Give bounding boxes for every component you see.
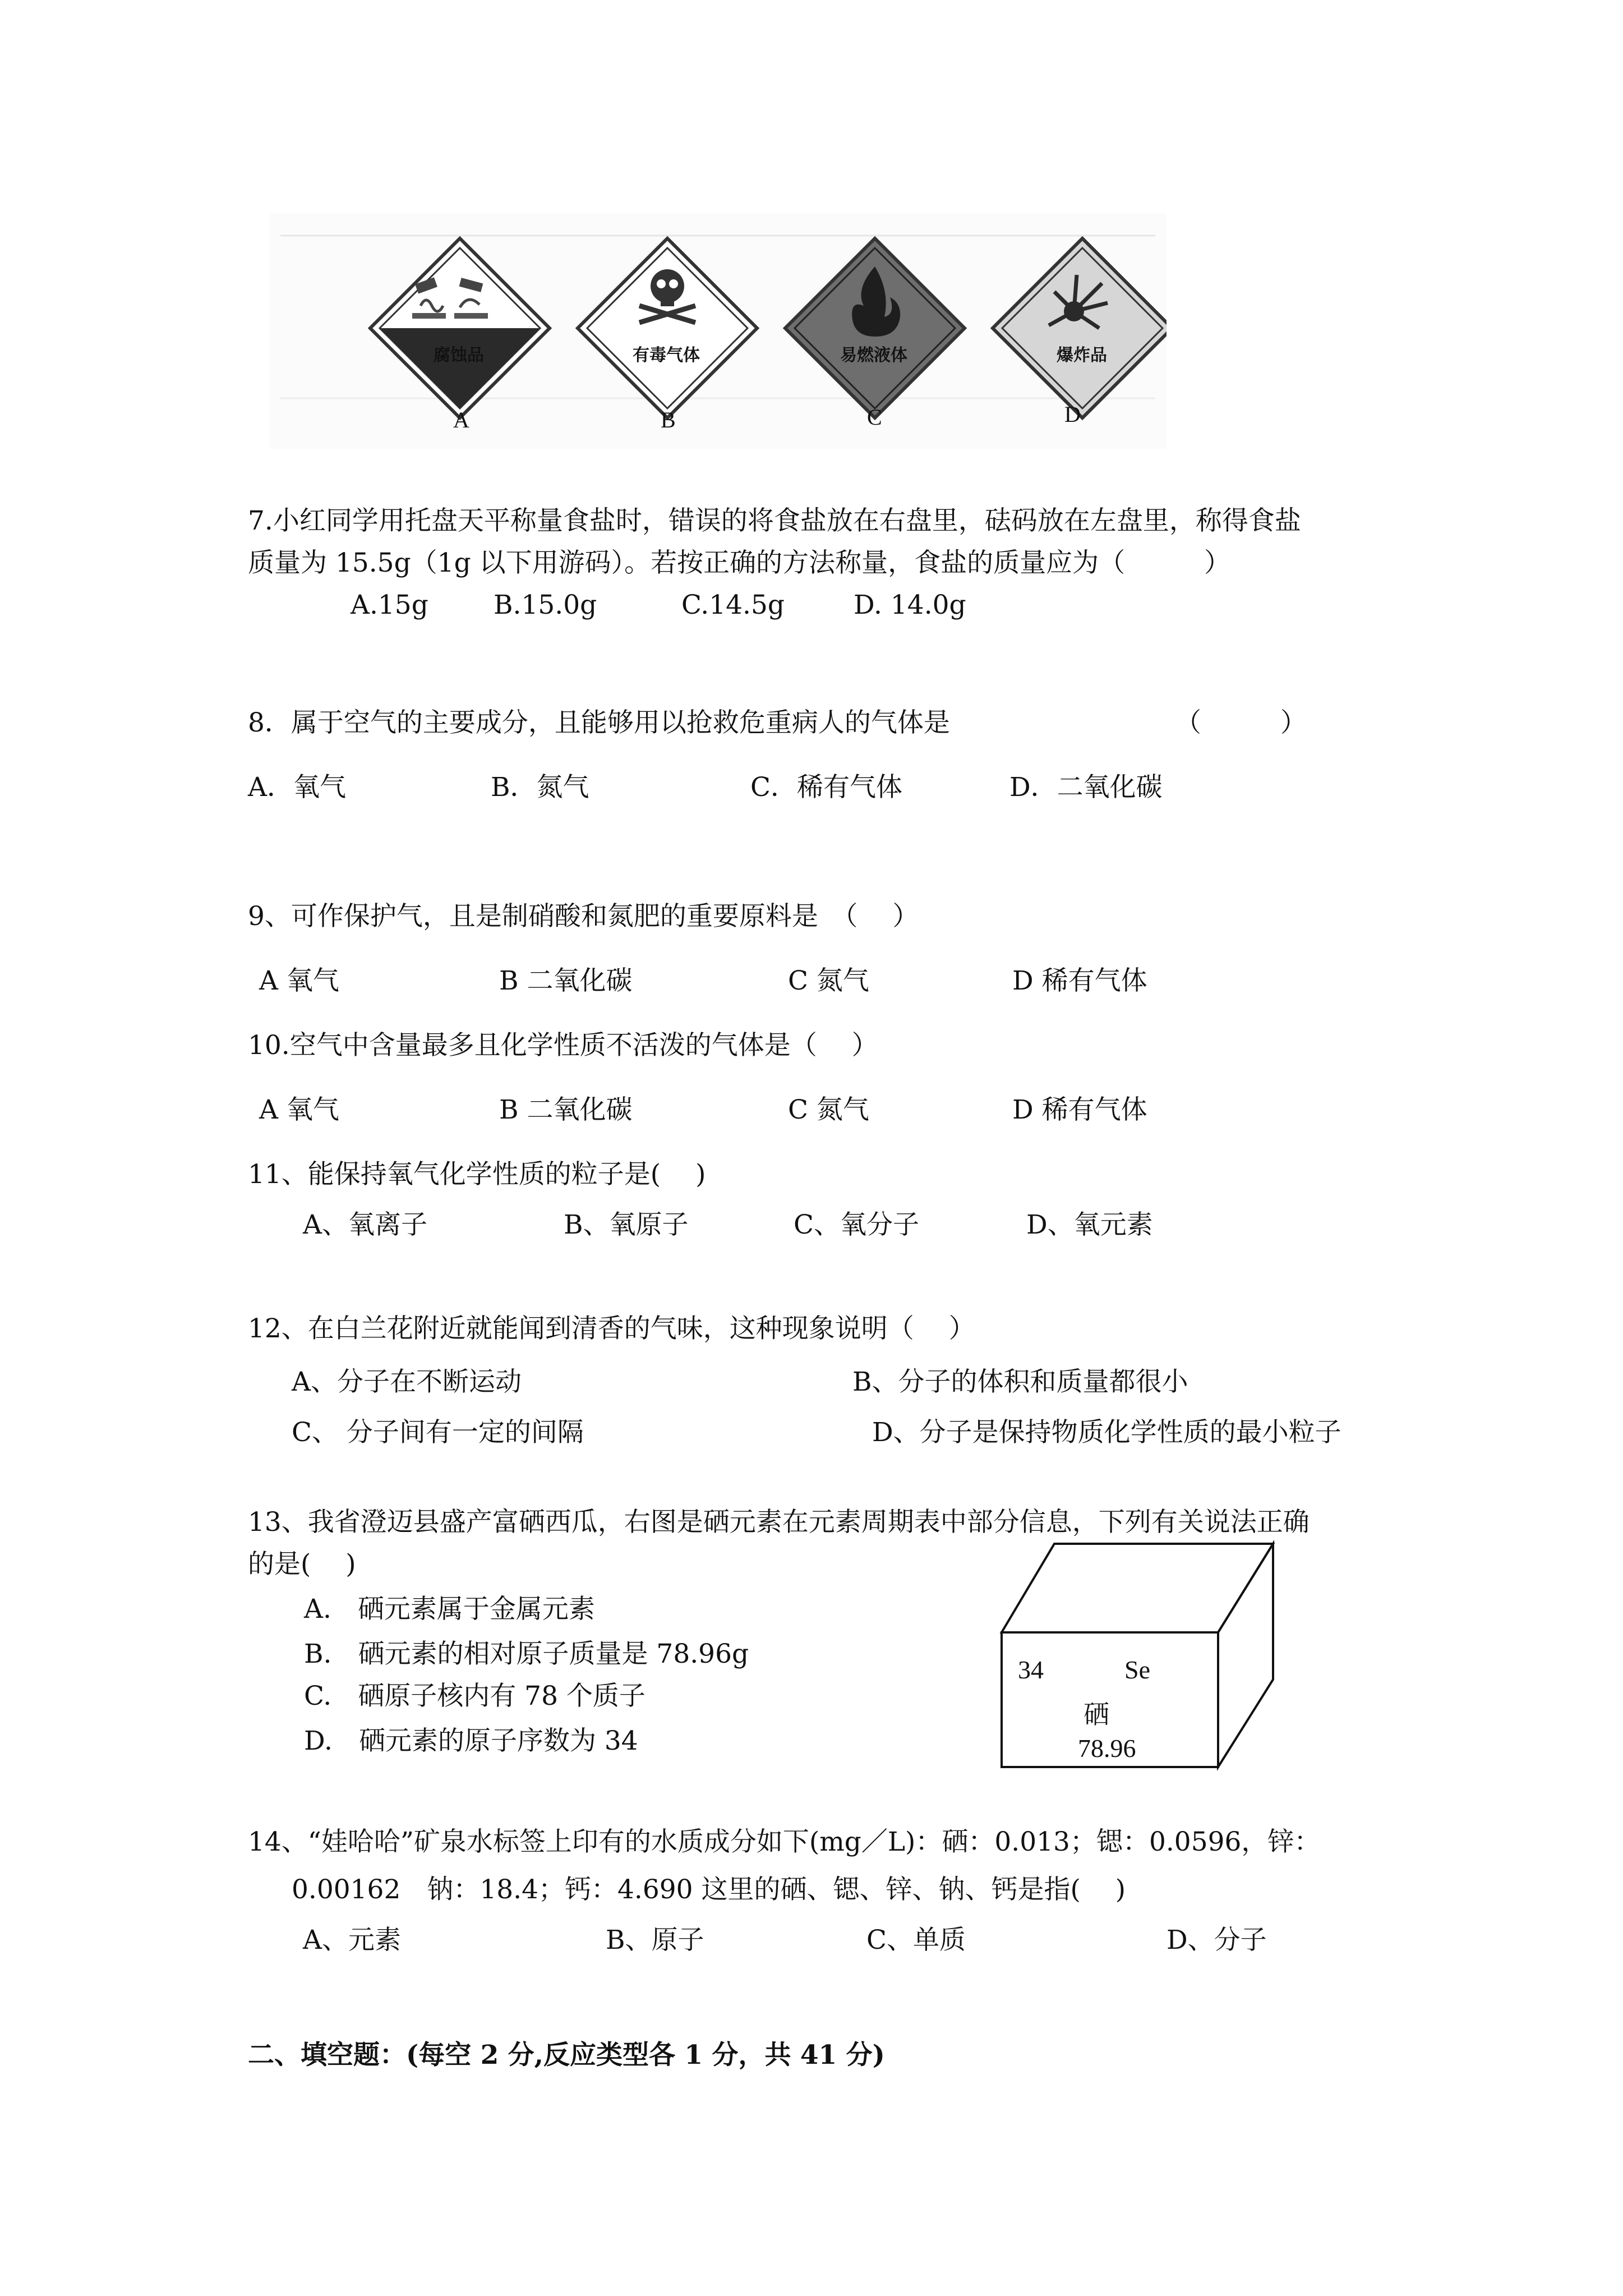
q11-stem: 11、能保持氧气化学性质的粒子是( ) <box>248 1159 706 1190</box>
q8-option-c: C．稀有气体 <box>750 772 902 803</box>
sign-b-letter: B <box>661 407 676 432</box>
sign-a-letter: A <box>453 407 469 432</box>
q12-stem: 12、在白兰花附近就能闻到清香的气味，这种现象说明（ ） <box>248 1313 975 1344</box>
q10-option-b: B 二氧化碳 <box>499 1094 633 1125</box>
q7-option-b: B.15.0g <box>494 590 597 620</box>
q14-option-b: B、原子 <box>606 1925 704 1955</box>
q13-line2: 的是( ) <box>248 1549 356 1580</box>
q9-option-d: D 稀有气体 <box>1012 965 1147 996</box>
q14-option-c: C、单质 <box>866 1925 966 1955</box>
element-symbol: Se <box>1124 1655 1150 1684</box>
q12-option-b: B、分子的体积和质量都很小 <box>852 1366 1188 1397</box>
q10-stem: 10.空气中含量最多且化学性质不活泼的气体是（ ） <box>248 1030 878 1061</box>
selenium-element-box <box>993 1537 1284 1773</box>
q10-option-a: A 氧气 <box>259 1094 339 1125</box>
element-atomic-mass: 78.96 <box>1078 1734 1136 1763</box>
sign-a-label: 腐蚀品 <box>434 346 484 365</box>
q8-paren: （ ） <box>1175 707 1307 738</box>
q11-option-c: C、氧分子 <box>794 1209 919 1240</box>
sign-c-label: 易燃液体 <box>840 346 907 365</box>
q13-line1: 13、我省澄迈县盛产富硒西瓜，右图是硒元素在元素周期表中部分信息，下列有关说法正确 <box>248 1507 1310 1538</box>
element-atomic-number: 34 <box>1018 1655 1044 1684</box>
q7-line2: 质量为 15.5g（1g 以下用游码）。若按正确的方法称量，食盐的质量应为（ ） <box>248 547 1231 578</box>
q11-option-d: D、氧元素 <box>1026 1209 1153 1240</box>
q9-stem: 9、可作保护气，且是制硝酸和氮肥的重要原料是 （ ） <box>248 901 919 932</box>
q13-option-d: D. 硒元素的原子序数为 34 <box>304 1726 638 1756</box>
q8-option-b: B．氮气 <box>491 772 589 803</box>
q12-option-a: A、分子在不断运动 <box>292 1366 522 1397</box>
sign-c-letter: C <box>867 404 882 430</box>
section-2-heading: 二、填空题：(每空 2 分,反应类型各 1 分，共 41 分) <box>248 2040 885 2070</box>
q10-option-d: D 稀有气体 <box>1012 1094 1147 1125</box>
q10-option-c: C 氮气 <box>788 1094 869 1125</box>
q12-option-c: C、 分子间有一定的间隔 <box>292 1417 584 1448</box>
q13-option-c: C. 硒原子核内有 78 个质子 <box>304 1681 645 1711</box>
q14-line1: 14、“娃哈哈”矿泉水标签上印有的水质成分如下(mg／L)：硒：0.013；锶：0.0596，锌： <box>248 1826 1321 1857</box>
q13-option-a: A. 硒元素属于金属元素 <box>304 1594 595 1625</box>
q7-line1: 7.小红同学用托盘天平称量食盐时，错误的将食盐放在右盘里，砝码放在左盘里，称得食盐 <box>248 505 1301 536</box>
hazard-signs-figure <box>269 213 1166 449</box>
q11-option-a: A、氧离子 <box>303 1209 427 1240</box>
q13-option-b: B. 硒元素的相对原子质量是 78.96g <box>304 1639 749 1669</box>
q14-option-d: D、分子 <box>1166 1925 1267 1955</box>
q7-option-d: D. 14.0g <box>854 590 966 620</box>
q8-stem: 8．属于空气的主要成分，且能够用以抢救危重病人的气体是 <box>248 707 950 738</box>
element-name: 硒 <box>1083 1700 1109 1729</box>
q12-option-d: D、分子是保持物质化学性质的最小粒子 <box>872 1417 1341 1448</box>
q11-option-b: B、氧原子 <box>564 1209 689 1240</box>
q14-option-a: A、元素 <box>303 1925 401 1955</box>
q8-option-a: A．氧气 <box>248 772 346 803</box>
sign-b-label: 有毒气体 <box>633 346 700 365</box>
q9-option-a: A 氧气 <box>259 965 339 996</box>
hazard-signs-svg <box>269 213 1166 449</box>
q9-option-c: C 氮气 <box>788 965 869 996</box>
sign-d-letter: D <box>1064 402 1081 427</box>
q7-option-c: C.14.5g <box>681 590 785 620</box>
q9-option-b: B 二氧化碳 <box>499 965 633 996</box>
q7-option-a: A.15g <box>351 590 428 620</box>
q8-option-d: D．二氧化碳 <box>1009 772 1163 803</box>
sign-d-label: 爆炸品 <box>1057 346 1107 365</box>
q14-line2: 0.00162 钠：18.4；钙：4.690 这里的硒、锶、锌、钠、钙是指( ) <box>292 1874 1126 1905</box>
